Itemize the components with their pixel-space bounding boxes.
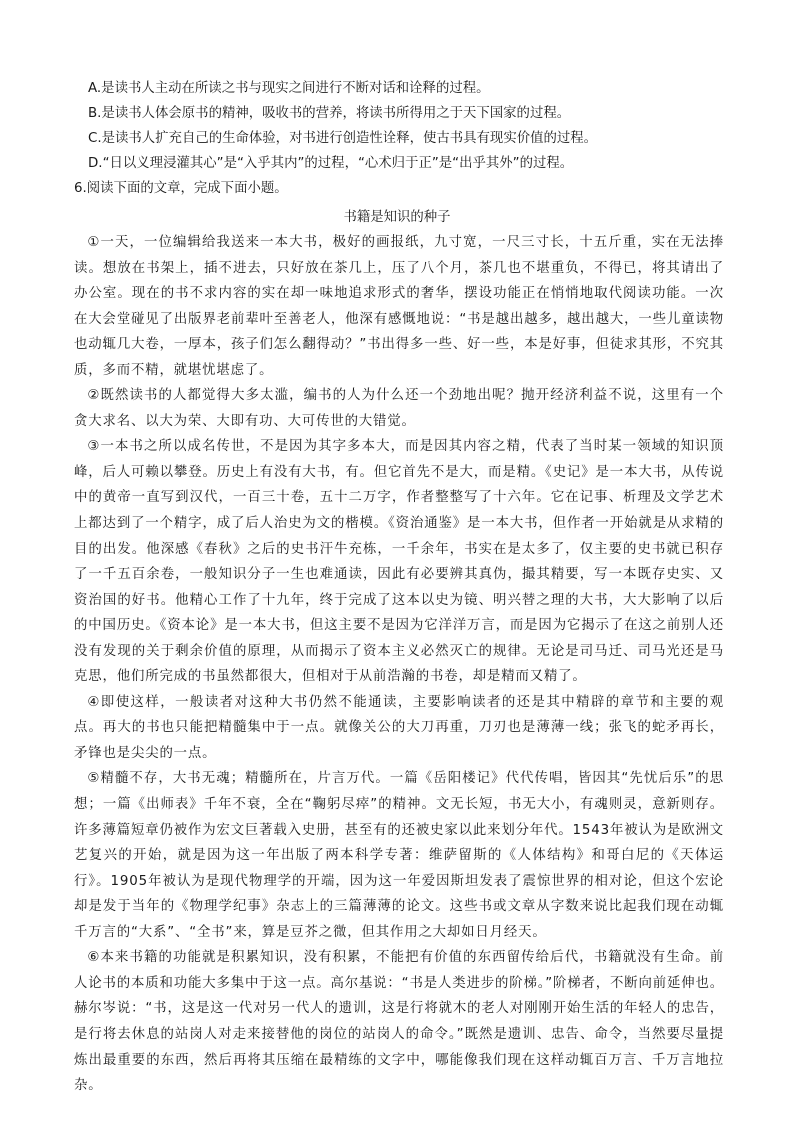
paragraph-2: ②既然读书的人都觉得大多太滥，编书的人为什么还一个劲地出呢？抛开经济利益不说，这里有一个贪大求名、以大为荣、大即有功、大可传世的大错觉。: [74, 388, 724, 429]
answer-options: [88, 76, 708, 176]
option-d: D.“日以义理浸灌其心”是“入乎其内”的过程，“心术归于正”是“出乎其外”的过程。: [88, 156, 574, 171]
option-a: A.是读书人主动在所读之书与现实之间进行不断对话和诠释的过程。: [88, 81, 490, 96]
option-c: C.是读书人扩充自己的生命体验，对书进行创造性诠释，使古书具有现实价值的过程。: [88, 131, 598, 146]
question-prompt: 6.阅读下面的文章，完成下面小题。: [74, 181, 288, 196]
article-body: [74, 230, 724, 1099]
paragraph-1: ①一天，一位编辑给我送来一本大书，极好的画报纸，九寸宽，一尺三寸长，十五斤重，实在无法捧读。想放在书架上，插不进去，只好放在茶几上，压了八个月，茶几也不堪重负，不得已，将其请出了办公室。现在的书不求内容的实在却一味地追求形式的奢华，摆设功能正在悄悄地取代阅读功能。一次在大会堂碰见了出版界老前辈叶至善老人，他深有感慨地说：“书是越出越多，越出越大，一些儿童读物也动辄几大卷，一厚本，孩子们怎么翻得动？”书出得多一些、好一些，本是好事，但徒求其形，不究其质，多而不精，就堪忧堪虑了。: [74, 235, 724, 378]
paragraph-3: ③一本书之所以成名传世，不是因为其字多本大，而是因其内容之精，代表了当时某一领域的知识顶峰，后人可赖以攀登。历史上有没有大书，有。但它首先不是大，而是精。《史记》是一本大书，从传说中的黄帝一直写到汉代，一百三十卷，五十二万字，作者整整写了十六年。它在记事、析理及文学艺术上都达到了一个精字，成了后人治史为文的楷模。《资治通鉴》是一本大书，但作者一开始就是从求精的目的出发。他深感《春秋》之后的史书汗牛充栋，一千余年，书实在是太多了，仅主要的史书就已积存了一千五百余卷，一般知识分子一生也难通读，因此有必要辨其真伪，撮其精要，写一本既存史实、又资治国的好书。他精心工作了十九年，终于完成了这本以史为镜、明兴替之理的大书，大大影响了以后的中国历史。《资本论》是一本大书，但这主要不是因为它洋洋万言，而是因为它揭示了在这之前别人还没有发现的关于剩余价值的原理，从而揭示了资本主义必然灭亡的规律。无论是司马迁、司马光还是马克思，他们所完成的书虽然都很大，但相对于从前浩瀚的书卷，却是精而又精了。: [74, 439, 724, 685]
paragraph-4: ④即使这样，一般读者对这种大书仍然不能通读，主要影响读者的还是其中精辟的章节和主要的观点。再大的书也只能把精髓集中于一点。就像关公的大刀再重，刀刃也是薄薄一线；张飞的蛇矛再长，矛锋也是尖尖的一点。: [74, 694, 724, 761]
article-title: 书籍是知识的种子: [343, 210, 451, 225]
paragraph-5: ⑤精髓不存，大书无魂；精髓所在，片言万代。一篇《岳阳楼记》代代传唱，皆因其“先忧后乐”的思想；一篇《出师表》千年不衰，全在“鞠躬尽瘁”的精神。文无长短，书无大小，有魂则灵，意新则存。许多薄篇短章仍被作为宏文巨著载入史册，甚至有的还被史家以此来划分年代。1543年被认为是欧洲文艺复兴的开始，就是因为这一年出版了两本科学专著：维萨留斯的《人体结构》和哥白尼的《天体运行》。1905年被认为是现代物理学的开端，因为这一年爱因斯坦发表了震惊世界的相对论，但这个宏论却是发于当年的《物理学纪事》杂志上的三篇薄薄的论文。这些书或文章从字数来说比起我们现在动辄千万言的“大系”、“全书”来，算是豆芥之微，但其作用之大却如日月经天。: [74, 771, 724, 940]
paragraph-6: ⑥本来书籍的功能就是积累知识，没有积累，不能把有价值的东西留传给后代，书籍就没有生命。前人论书的本质和功能大多集中于这一点。高尔基说：“书是人类进步的阶梯。”阶梯者，不断向前延伸也。赫尔岑说：“书，这是这一代对另一代人的遗训，这是行将就木的老人对刚刚开始生活的年轻人的忠告，是行将去休息的站岗人对走来接替他的岗位的站岗人的命令。”既然是遗训、忠告、命令，当然要尽量提炼出最重要的东西，然后再将其压缩在最精练的文字中，哪能像我们现在这样动辄百万言、千万言地拉杂。: [74, 950, 724, 1094]
option-b: B.是读书人体会原书的精神，吸收书的营养，将读书所得用之于天下国家的过程。: [88, 106, 571, 121]
